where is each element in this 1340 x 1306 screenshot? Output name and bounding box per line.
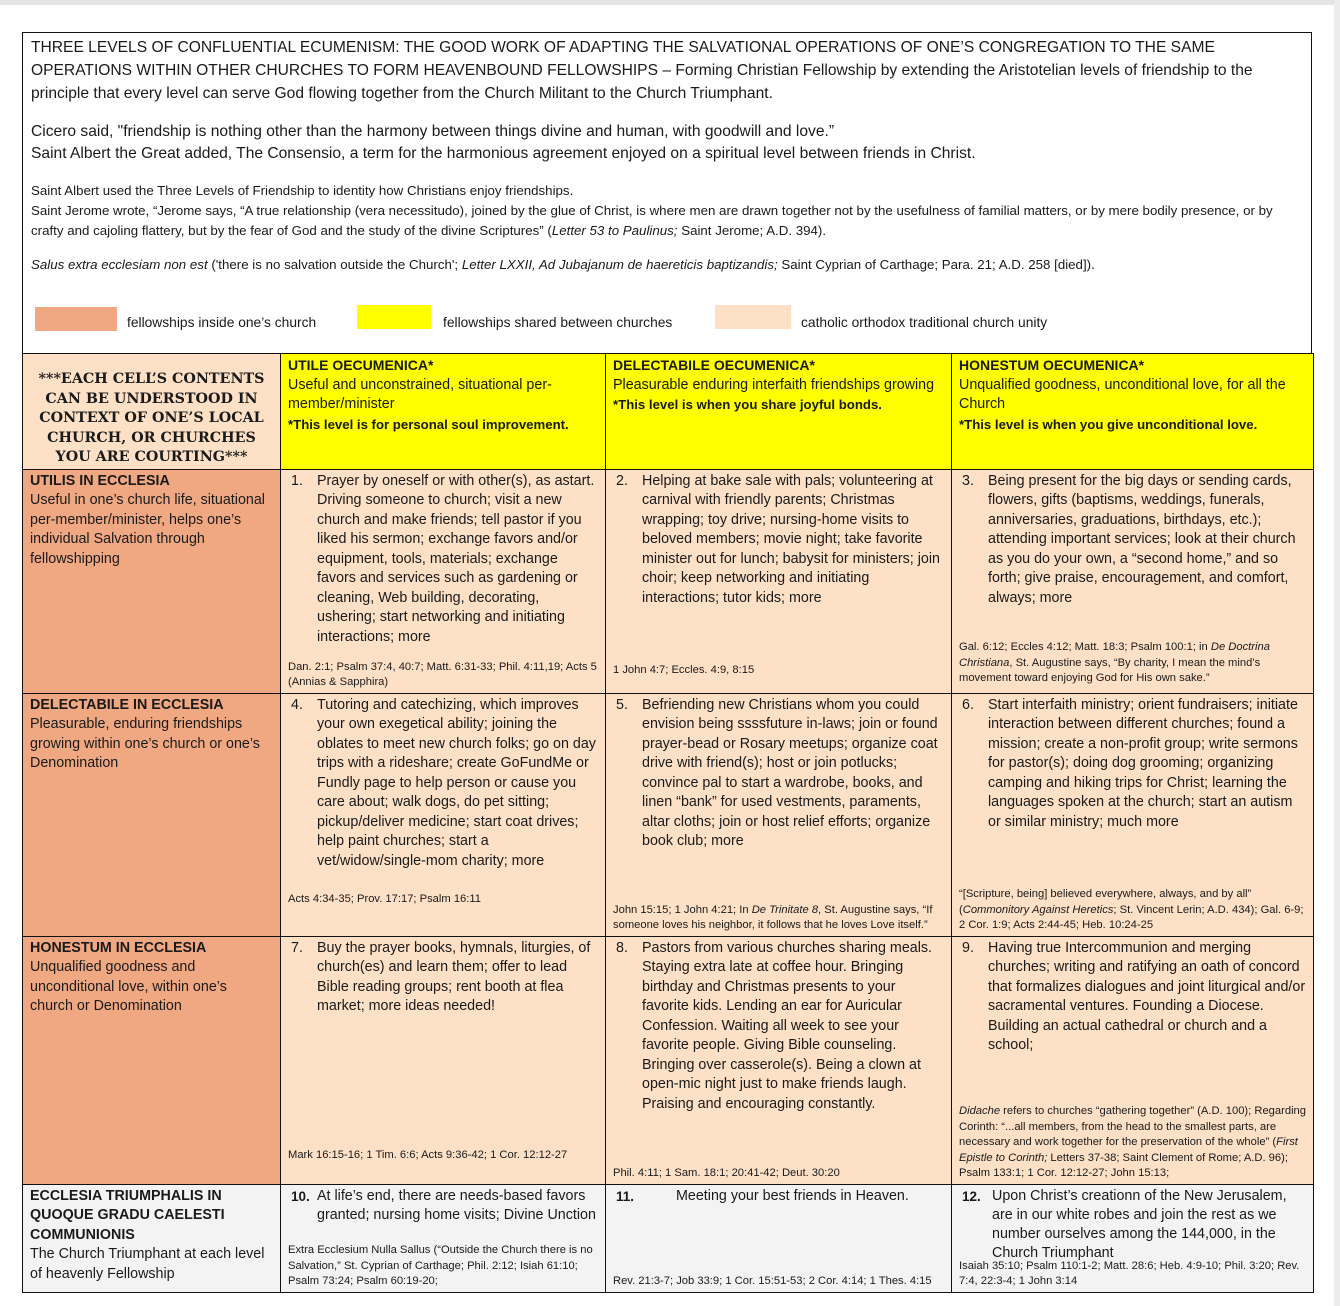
row-header-triumphalis: ECCLESIA TRIUMPHALIS IN QUOQUE GRADU CAELESTI COMMUNIONIS The Church Triumphant at each level of heavenly Fellowship — [23, 1184, 281, 1292]
column-header-honestum: HONESTUM OECUMENICA* Unqualified goodness, unconditional love, for all the Church *This level is when you give unconditional love. — [952, 354, 1314, 470]
table-cell-1: 1. Prayer by oneself or with other(s), as astart. Driving someone to church; visit a new church and make friends; tell pastor if you liked his sermon; exchange favors and/or equipment, tools, materials; exchange favors and services such as gardening or cleaning, Web building, decorating, ushering; start networking and initiating interactions; more Dan. 2:1; Psalm 37:4, 40:7; Matt. 6:31-33; Phil. 4:11,19; Acts 5 (Annias & Sapphira) — [281, 469, 606, 693]
table-cell-2: 2. Helping at bake sale with pals; volunteering at carnival with friendly parents; Christmas wrapping; toy drive; nursing-home visits to beloved members; movie night; take favorite minister out for lunch; babysit for ministers; join choir; keep networking and initiating interactions; tutor kids; more 1 John 4:7; Eccles. 4:9, 8:15 — [606, 469, 952, 693]
table-cell-8: 8. Pastors from various churches sharing meals. Staying extra late at coffee hour. Bringing birthday and Christmas presents to your favorite kids. Lending an ear for Auricular Confession. Waiting all week to see your favorite people. Giving Bible counseling. Bringing over casserole(s). Being a clown at open-mic night just to make friends laugh. Praising and encouraging constantly. Phil. 4:11; 1 Sam. 18:1; 20:41-42; Deut. 30:20 — [606, 936, 952, 1184]
document-title: THREE LEVELS OF CONFLUENTIAL ECUMENISM: THE GOOD WORK OF ADAPTING THE SALVATIONAL OPERATIONS OF ONE’S CONGREGATION TO THE SAME OPERATIONS WITHIN OTHER CHURCHES TO FORM HEAVENBOUND FELLOWSHIPS – Forming Christian Fellowship by extending the Aristotelian levels of friendship to the principle that every level can serve God flowing together from the Church Militant to the Church Triumphant. — [31, 39, 1253, 102]
cicero-quote: Cicero said, "friendship is nothing other than the harmony between things divine and human, with goodwill and love.” — [31, 123, 835, 140]
albert-quote: Saint Albert the Great added, The Consensio, a term for the harmonious agreement enjoyed on a spiritual level between friends in Christ. — [31, 145, 976, 162]
legend-label-shared: fellowships shared between churches — [443, 315, 673, 330]
scripture-refs: Rev. 21:3-7; Job 33:9; 1 Cor. 15:51-53; 2 Cor. 4:14; 1 Thes. 4:15 — [613, 1275, 932, 1287]
table-cell-4: 4. Tutoring and catechizing, which improves your own exegetical ability; joining the oblates to meet new church folks; go on day trips with a rideshare; create GoFundMe or Fundly page to help person or cause you care about; walk dogs, do pet sitting; pickup/deliver medicine; start coat drives; help paint churches; start a vet/widow/single-mom charity; more Acts 4:34-35; Prov. 17:17; Psalm 16:11 — [281, 693, 606, 936]
top-edge — [0, 0, 1340, 5]
table-row-utilis — [23, 469, 1314, 693]
scripture-refs: John 15:15; 1 John 4:21; In De Trinitate 8, St. Augustine says, “If someone loves his neighbor, it follows that he loves Love itself.” — [613, 903, 933, 931]
scripture-refs: Mark 16:15-16; 1 Tim. 6:6; Acts 9:36-42; 1 Cor. 12:12-27 — [288, 1149, 568, 1161]
legend-swatch-inside — [35, 307, 117, 331]
albert-levels-text: Saint Albert used the Three Levels of Friendship to identity how Christians enjoy friendships. — [31, 183, 574, 198]
table-row-delectabile — [23, 693, 1314, 936]
color-legend — [35, 305, 1235, 333]
intro-section — [31, 36, 1303, 275]
table-cell-10: 10. At life’s end, there are needs-based favors granted; nursing home visits; Divine Unction Extra Ecclesium Nulla Sallus (“Outside the Church there is no Salvation,” St. Cyprian of Carthage; Phil. 2:12; Isiah 61:10; Psalm 73:24; Psalm 60:19-20; — [281, 1184, 606, 1292]
scripture-refs: 1 John 4:7; Eccles. 4:9, 8:15 — [613, 664, 755, 676]
header-row — [23, 354, 1314, 470]
page-scrollbar[interactable] — [1334, 0, 1340, 1306]
column-header-delectabile: DELECTABILE OECUMENICA* Pleasurable enduring interfaith friendships growing *This level is when you share joyful bonds. — [606, 354, 952, 470]
legend-label-unity: catholic orthodox traditional church unity — [801, 315, 1048, 330]
scripture-refs: Dan. 2:1; Psalm 37:4, 40:7; Matt. 6:31-33; Phil. 4:11,19; Acts 5 (Annias & Sapphira) — [288, 660, 597, 688]
legend-swatch-shared — [357, 305, 431, 329]
table-cell-12: 12. Upon Christ’s creationn of the New Jerusalem, are in our white robes and join the rest as we number ourselves among the 144,000, in the Church Triumphant Isaiah 35:10; Psalm 110:1-2; Matt. 28:6; Heb. 4:9-10; Phil. 3:20; Rev. 7:4, 22:3-4; 1 John 3:14 — [952, 1184, 1314, 1292]
scripture-refs: Acts 4:34-35; Prov. 17:17; Psalm 16:11 — [288, 893, 481, 905]
legend-label-inside: fellowships inside one’s church — [127, 315, 317, 330]
scripture-refs: “[Scripture, being] believed everywhere, always, and by all” (Commonitory Against Heretics; St. Vincent Lerin; A.D. 434); Gal. 6-9; 2 Cor. 1:9; Acts 2:44-45; Heb. 10:24-25 — [959, 888, 1304, 931]
scripture-refs: Phil. 4:11; 1 Sam. 18:1; 20:41-42; Deut. 30:20 — [613, 1167, 840, 1179]
table-cell-6: 6. Start interfaith ministry; orient fundraisers; initiate interaction between different churches; found a mission; create a non-profit group; write sermons for pastor(s); doing dog grooming; organizing camping and hiking trips for Christ; learning the languages spoken at the church; start an autism or similar ministry; much more “[Scripture, being] believed everywhere, always, and by all” (Commonitory Against Heretics; St. Vincent Lerin; A.D. 434); Gal. 6-9; 2 Cor. 1:9; Acts 2:44-45; Heb. 10:24-25 — [952, 693, 1314, 936]
table-cell-7: 7. Buy the prayer books, hymnals, liturgies, of church(es) and learn them; offer to lead Bible reading groups; rent booth at flea market; more ideas needed! Mark 16:15-16; 1 Tim. 6:6; Acts 9:36-42; 1 Cor. 12:12-27 — [281, 936, 606, 1184]
scripture-refs: Gal. 6:12; Eccles 4:12; Matt. 18:3; Psalm 100:1; in De Doctrina Christiana, St. Augustine says, “By charity, I mean the mind’s movement toward enjoying God for His own sake.” — [959, 641, 1270, 684]
fellowship-table — [22, 353, 1314, 1293]
table-row-triumphalis — [23, 1184, 1314, 1292]
scripture-refs: Isaiah 35:10; Psalm 110:1-2; Matt. 28:6; Heb. 4:9-10; Phil. 3:20; Rev. 7:4, 22:3-4; 1 John 3:14 — [959, 1259, 1300, 1287]
scripture-refs: Extra Ecclesium Nulla Sallus (“Outside the Church there is no Salvation,” St. Cyprian of Carthage; Phil. 2:12; Isiah 61:10; Psalm 73:24; Psalm 60:19-20; — [288, 1244, 593, 1287]
cyprian-quote: Salus extra ecclesiam non est ('there is no salvation outside the Church'; Letter LXXII, Ad Jubajanum de haereticis baptizandis; Saint Cyprian of Carthage; Para. 21; A.D. 258 [died]). — [31, 257, 1095, 272]
table-row-honestum — [23, 936, 1314, 1184]
scripture-refs: Didache refers to churches “gathering together” (A.D. 100); Regarding Corinth: “...all members, from the head to the smallest parts, are necessary and work together for the preservation of the whole” (First Epistle to Corinth; Letters 37-38; Saint Clement of Rome; A.D. 96); Psalm 133:1; 1 Cor. 12:12-27; John 15:13; — [959, 1105, 1306, 1179]
corner-note: ***EACH CELL’S CONTENTS CAN BE UNDERSTOOD IN CONTEXT OF ONE’S LOCAL CHURCH, OR CHURCHES YOU ARE COURTING*** — [23, 354, 281, 470]
column-header-utile: UTILE OECUMENICA* Useful and unconstrained, situational per-member/minister *This level is for personal soul improvement. — [281, 354, 606, 470]
row-header-utilis: UTILIS IN ECCLESIA Useful in one’s church life, situational per-member/minister, helps one’s individual Salvation through fellowshipping — [23, 469, 281, 693]
jerome-quote: Saint Jerome wrote, “Jerome says, “A true relationship (vera necessitudo), joined by the glue of Christ, is where men are drawn together not by the usefulness of familial matters, or by mere bodily presence, or by crafty and cajoling flattery, but by the fear of God and the study of the divine Scriptures” (Letter 53 to Paulinus; Saint Jerome; A.D. 394). — [31, 203, 1273, 238]
row-header-delectabile: DELECTABILE IN ECCLESIA Pleasurable, enduring friendships growing within one’s church or one’s Denomination — [23, 693, 281, 936]
legend-swatch-unity — [715, 305, 791, 329]
table-cell-11: 11. Meeting your best friends in Heaven. Rev. 21:3-7; Job 33:9; 1 Cor. 15:51-53; 2 Cor. 4:14; 1 Thes. 4:15 — [606, 1184, 952, 1292]
document-frame — [22, 32, 1312, 1287]
table-cell-9: 9. Having true Intercommunion and merging churches; writing and ratifying an oath of concord that formalizes dialogues and joint liturgical and/or sacramental ventures. Founding a Diocese. Building an actual cathedral or church and a school; Didache refers to churches “gathering together” (A.D. 100); Regarding Corinth: “...all members, from the head to the smallest parts, are necessary and work together for the preservation of the whole” (First Epistle to Corinth; Letters 37-38; Saint Clement of Rome; A.D. 96); Psalm 133:1; 1 Cor. 12:12-27; John 15:13; — [952, 936, 1314, 1184]
table-cell-5: 5. Befriending new Christians whom you could envision being ssssfuture in-laws; join or found prayer-bead or Rosary meetups; organize coat drive with friend(s); host or join potlucks; convince pal to start a wardrobe, books, and linen “bank” for used vestments, paraments, altar cloths; join or host relief efforts; organize book club; more John 15:15; 1 John 4:21; In De Trinitate 8, St. Augustine says, “If someone loves his neighbor, it follows that he loves Love itself.” — [606, 693, 952, 936]
row-header-honestum: HONESTUM IN ECCLESIA Unqualified goodness and unconditional love, within one’s church or Denomination — [23, 936, 281, 1184]
table-cell-3: 3. Being present for the big days or sending cards, flowers, gifts (baptisms, weddings, funerals, anniversaries, graduations, birthdays, etc.); attending important services; look at their church as you do your own, a “second home,” and so forth; give praise, encouragement, and comfort, always; more Gal. 6:12; Eccles 4:12; Matt. 18:3; Psalm 100:1; in De Doctrina Christiana, St. Augustine says, “By charity, I mean the mind’s movement toward enjoying God for His own sake.” — [952, 469, 1314, 693]
